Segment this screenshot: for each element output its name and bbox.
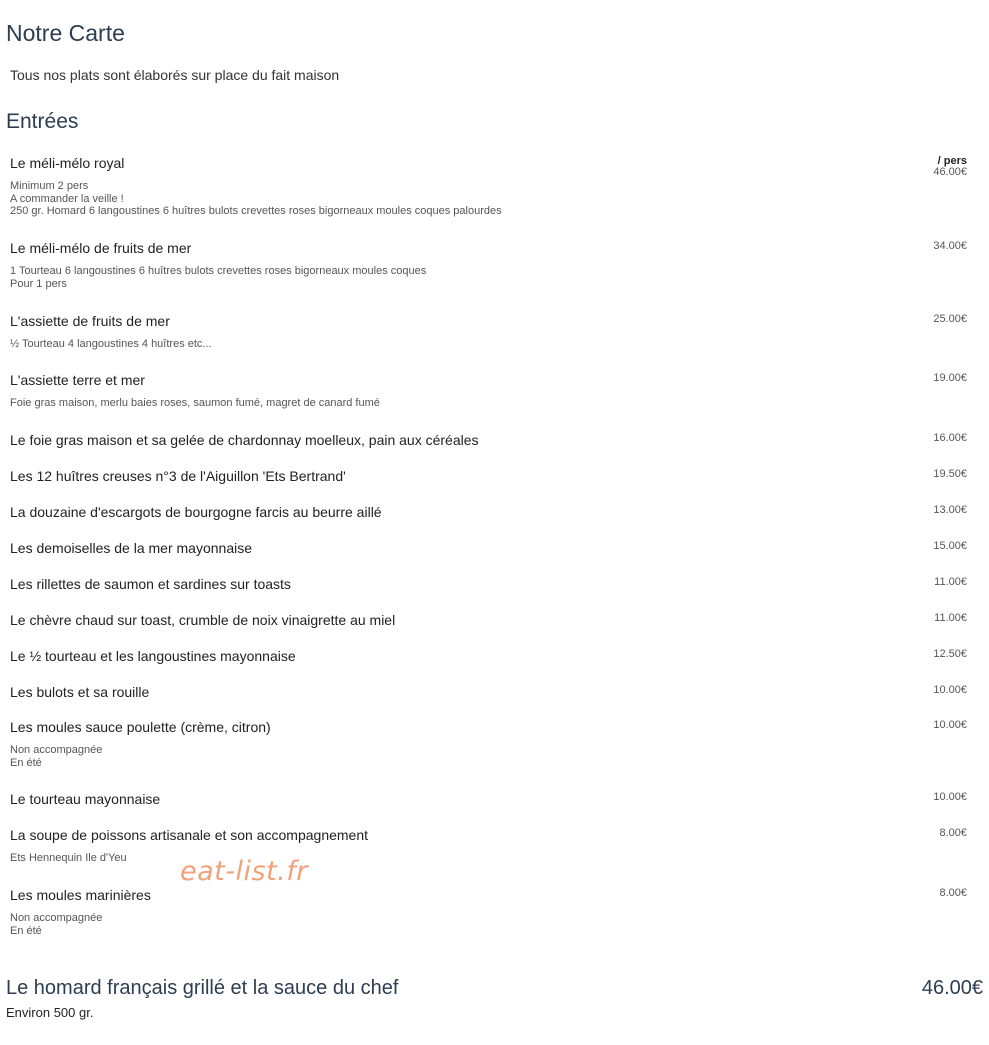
section-title-entrees: Entrées: [6, 110, 79, 133]
menu-item-name: Les bulots et sa rouille: [10, 684, 150, 700]
menu-item-price-amount: 25.00€: [933, 313, 967, 325]
menu-item-name: Le méli-mélo royal: [10, 155, 125, 171]
menu-item-description: En été: [10, 924, 42, 937]
menu-item-name: Les rillettes de saumon et sardines sur toasts: [10, 576, 291, 592]
featured-dish-description: Environ 500 gr.: [6, 1005, 94, 1020]
menu-item-name: Le foie gras maison et sa gelée de chardonnay moelleux, pain aux céréales: [10, 432, 479, 448]
menu-item-price: [933, 720, 967, 731]
menu-item-description: Ets Hennequin Ile d'Yeu: [10, 852, 127, 864]
menu-item-price-amount: 11.00€: [934, 576, 967, 588]
menu-item-description: ½ Tourteau 4 langoustines 4 huîtres etc...: [10, 338, 212, 350]
menu-item-price-amount: 8.00€: [939, 887, 967, 899]
menu-item-price: [939, 828, 967, 839]
menu-item-price: [934, 577, 967, 588]
menu-item-description: Pour 1 pers: [10, 277, 67, 290]
menu-item-name: Les moules marinières: [10, 887, 151, 903]
menu-item-description: Foie gras maison, merlu baies roses, saumon fumé, magret de canard fumé: [10, 397, 380, 409]
menu-item-name: L'assiette terre et mer: [10, 372, 145, 388]
menu-item-description: Non accompagnée: [10, 744, 103, 756]
menu-item-price: [933, 469, 967, 480]
menu-item-price-amount: 19.50€: [933, 468, 967, 480]
menu-item-price-amount: 13.00€: [933, 504, 967, 516]
menu-item-name: Les demoiselles de la mer mayonnaise: [10, 540, 253, 556]
featured-dish-name: Le homard français grillé et la sauce du chef: [6, 977, 399, 999]
menu-item-description: En été: [10, 756, 42, 769]
watermark: eat-list.fr: [180, 856, 308, 887]
featured-dish-price: 46.00€: [921, 977, 983, 999]
menu-item-description: Minimum 2 pers: [10, 180, 89, 192]
menu-item-price: [933, 792, 967, 803]
menu-item-name: Les 12 huîtres creuses n°3 de l'Aiguillon 'Ets Bertrand': [10, 468, 346, 484]
menu-item-price: [933, 156, 967, 178]
menu-item-name: Le ½ tourteau et les langoustines mayonnaise: [10, 648, 296, 664]
menu-item-price-amount: 34.00€: [933, 240, 967, 252]
menu-item-price: [933, 314, 967, 325]
menu-item-price: [933, 505, 967, 516]
menu-item-description: 1 Tourteau 6 langoustines 6 huîtres bulots crevettes roses bigorneaux moules coques: [10, 265, 427, 277]
menu-item-name: La douzaine d'escargots de bourgogne farcis au beurre aillé: [10, 504, 382, 520]
menu-item-price-amount: 10.00€: [933, 791, 967, 803]
menu-item-price: [933, 649, 967, 660]
page-title: Notre Carte: [6, 20, 125, 46]
menu-item-price: [933, 685, 967, 696]
menu-item-price-amount: 15.00€: [933, 540, 967, 552]
menu-item-name: Le méli-mélo de fruits de mer: [10, 240, 192, 256]
menu-item-price-unit: / pers: [937, 155, 967, 167]
menu-item-name: Le chèvre chaud sur toast, crumble de noix vinaigrette au miel: [10, 612, 396, 628]
menu-item-description: 250 gr. Homard 6 langoustines 6 huîtres bulots crevettes roses bigorneaux moules coques palourdes: [10, 205, 502, 217]
menu-item-price: [933, 373, 967, 384]
menu-item-price: [939, 888, 967, 899]
menu-item-price-amount: 19.00€: [933, 372, 967, 384]
menu-item-name: Les moules sauce poulette (crème, citron): [10, 719, 271, 735]
menu-item-price-amount: 12.50€: [933, 648, 967, 660]
menu-item-price-amount: 11.00€: [934, 612, 967, 624]
menu-item-price-amount: 46.00€: [933, 166, 967, 178]
menu-item-name: Le tourteau mayonnaise: [10, 791, 161, 807]
menu-item-price-amount: 10.00€: [933, 719, 967, 731]
menu-item-price: [934, 613, 967, 624]
menu-item-description: Non accompagnée: [10, 912, 103, 924]
menu-item-price-amount: 10.00€: [933, 684, 967, 696]
menu-item-price-amount: 16.00€: [933, 432, 967, 444]
menu-item-name: L'assiette de fruits de mer: [10, 313, 170, 329]
menu-item-price: [933, 241, 967, 252]
menu-item-name: La soupe de poissons artisanale et son accompagnement: [10, 827, 369, 843]
menu-item-price: [933, 433, 967, 444]
page-subtitle: Tous nos plats sont élaborés sur place du fait maison: [10, 67, 340, 83]
menu-item-price: [933, 541, 967, 552]
menu-item-description: A commander la veille !: [10, 192, 124, 205]
menu-item-price-amount: 8.00€: [939, 827, 967, 839]
